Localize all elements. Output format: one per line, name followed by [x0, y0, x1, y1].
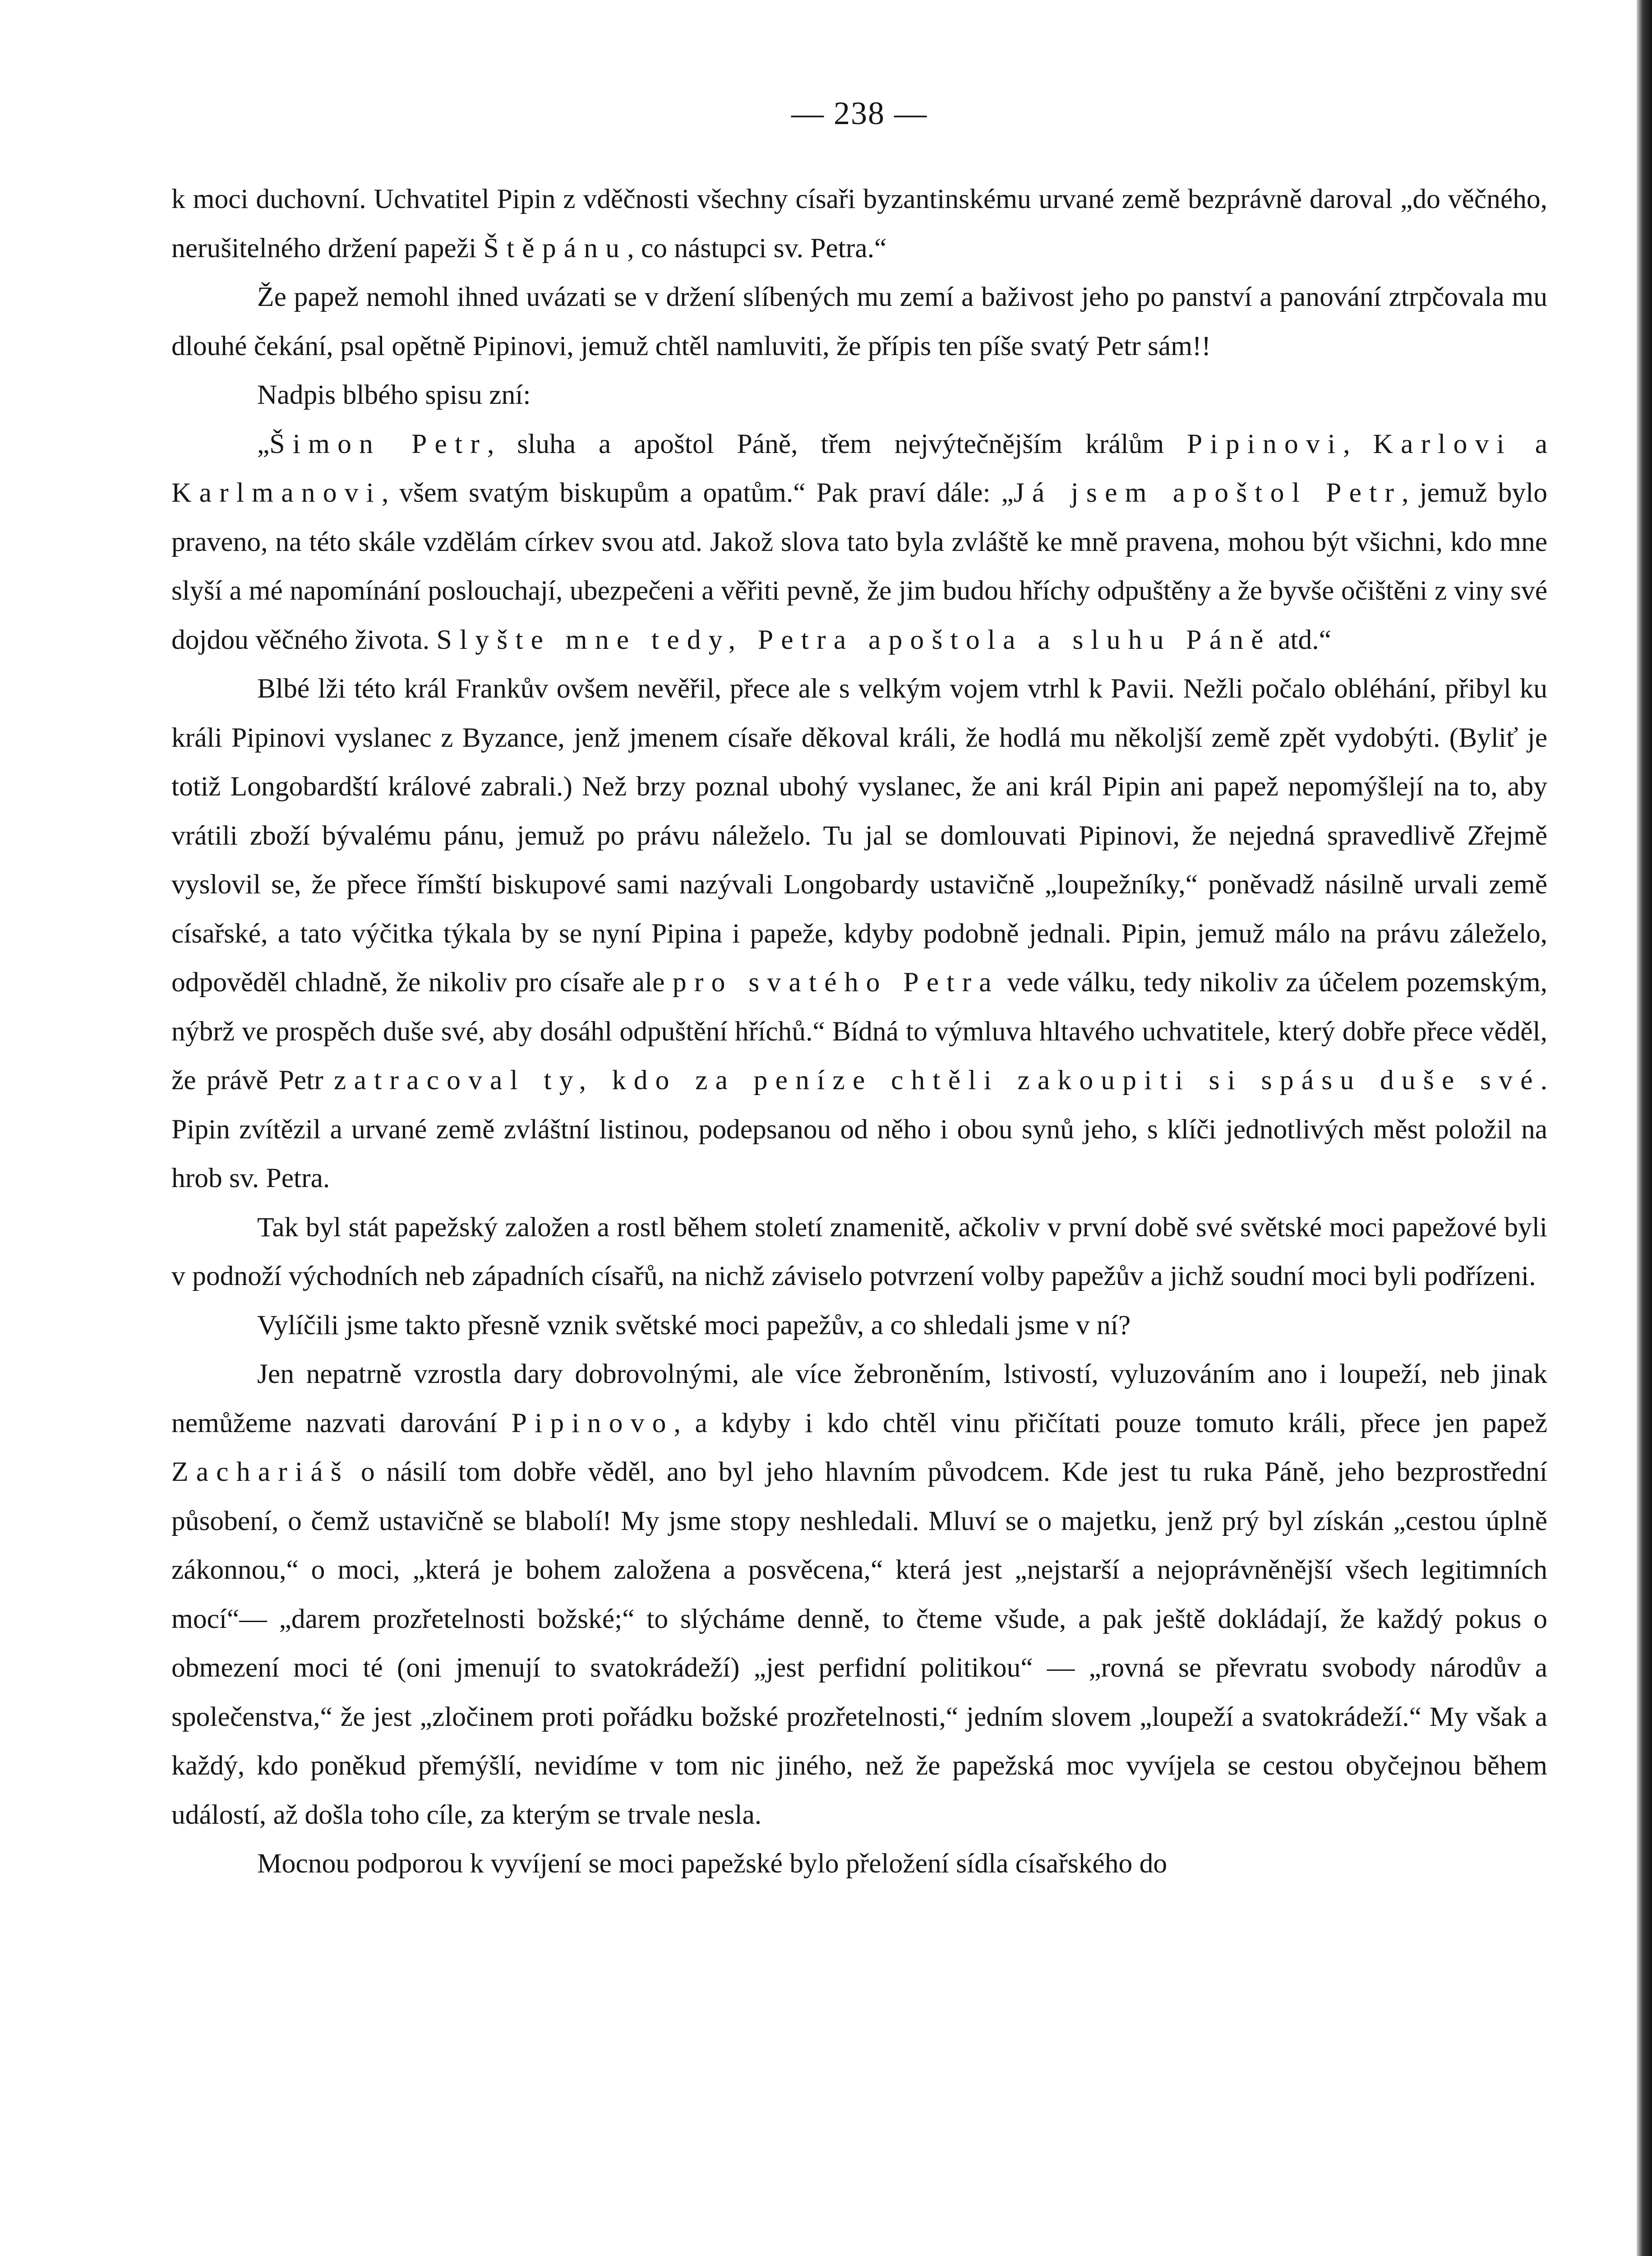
paragraph-9: [171, 1839, 1547, 1888]
page-number: — 238 —: [791, 95, 928, 131]
paragraph-1: [171, 175, 1547, 273]
spaced-emphasis: Šimon Petr: [269, 428, 488, 459]
text-run: ,: [1343, 428, 1373, 459]
text-run: , a kdyby i kdo chtěl vinu přičítati pouze tomuto králi, přece jen papež: [674, 1407, 1547, 1438]
text-run: Že papež nemohl ihned uvázati se v držení slíbených mu zemí a baživost jeho po panství a panování ztrpčovala mu dlouhé čekání, psal opětně Pipinovi, jemuž chtěl namluviti, že přípis ten píše svatý Petr sám!!: [171, 282, 1547, 361]
text-run: Vylíčili jsme takto přesně vznik světské moci papežův, a co shledali jsme v ní?: [257, 1309, 1131, 1341]
text-run: Jen nepatrně vzrostla dary dobrovolnými, ale více žebroněním, lstivostí, vyluzováním ano i loupeží, neb jinak nemůžeme nazvati darování: [171, 1359, 1547, 1438]
spaced-emphasis: Já jsem apoštol Petr: [1013, 477, 1402, 508]
paragraph-5: [171, 664, 1547, 1203]
text-run: Tak byl stát papežský založen a rostl během století znamenitě, ačkoliv v první době své světské moci papežové byli v podnoží východních neb západních císařů, na nichž záviselo potvrzení volby papežův a jichž soudní moci byli podřízeni.: [171, 1211, 1547, 1291]
text-run: Nadpis blbého spisu zní:: [257, 379, 531, 410]
paragraph-4: [171, 420, 1547, 665]
text-run: , jemuž bylo praveno, na této skále vzdělám církev svou atd. Jakož slova tato byla zvláště ke mně pravena, mohou být všichni, kdo mne slyší a mé napomínání poslouchají, ubezpečeni a věřiti pevně, že jim budou hříchy odpuštěny a že byvše očištěni z viny své dojdou věčného života.: [171, 477, 1547, 655]
paragraph-7: [171, 1301, 1547, 1350]
text-run: atd.“: [1271, 624, 1331, 655]
text-run: , sluha a apoštol Páně, třem nejvýtečnějším králům: [487, 428, 1187, 459]
text-run: Mocnou podporou k vyvíjení se moci papežské bylo přeložení sídla císařského do: [257, 1848, 1167, 1879]
text-run: k moci duchovní. Uchvatitel Pipin z vděčnosti všechny císaři byzantinskému urvané země bezprávně daroval „do věčného, nerušitelného držení papeži: [171, 184, 1547, 264]
scan-edge-right: [1637, 0, 1652, 2256]
text-run: o násilí tom dobře věděl, ano byl jeho hlavním původcem. Kde jest tu ruka Páně, jeho bezprostřední působení, o čemž ustavičně se blabolí! My jsme stopy neshledali. Mluví se o majetku, jenž prý byl získán „cestou úplně zákonnou,“ o moci, „která je bohem založena a posvěcena,“ která jest „nejstarší a nejoprávněnější všech legitimních mocí“— „darem prozřetelnosti božské;“ to slýcháme denně, to čteme všude, a pak ještě dokládají, že každý pokus o obmezení moci té (oni jmenují to svatokrádeží) „jest perfidní politikou“ — „rovná se převratu svobody národův a společenstva,“ že jest „zločinem proti pořádku božské prozřetelnosti,“ jedním slovem „loupeží a svatokrádeží.“ My však a každý, kdo poněkud přemýšlí, nevidíme v tom nic jiného, než že papežská moc vyvíjela se cestou obyčejnou během událostí, až došla toho cíle, za kterým se trvale nesla.: [171, 1456, 1547, 1830]
body-text: [171, 175, 1547, 1888]
paragraph-2: [171, 273, 1547, 370]
spaced-emphasis: Pipinovi: [1187, 428, 1343, 459]
spaced-emphasis: Štěpánu: [483, 232, 628, 264]
spaced-emphasis: Zachariáš: [171, 1456, 349, 1487]
text-run: „: [257, 428, 270, 459]
text-run: . Pipin zvítězil a urvané země zvláštní listinou, podepsanou od něho i obou synů jeho, s klíči jednotlivých měst položil na hrob sv. Petra.: [171, 1065, 1547, 1193]
spaced-emphasis: pro svatého Petra: [672, 967, 999, 998]
paragraph-6: [171, 1203, 1547, 1301]
text-run: , co nástupci sv. Petra.“: [627, 232, 887, 264]
spaced-emphasis: Karlovi: [1373, 428, 1512, 459]
paragraph-8: [171, 1350, 1547, 1839]
spaced-emphasis: Slyšte mne tedy, Petra apoštola a sluhu Páně: [436, 624, 1271, 655]
document-page: [171, 97, 1547, 1888]
spaced-emphasis: zatracoval ty, kdo za peníze chtěli zakoupiti si spásu duše své: [334, 1065, 1541, 1096]
paragraph-3: [171, 370, 1547, 420]
text-run: , všem svatým biskupům a opatům.“ Pak praví dále: „: [381, 477, 1014, 508]
text-run: vede válku, tedy nikoliv za účelem pozemským, nýbrž ve prospěch duše své, aby dosáhl odpuštění hříchů.“ Bídná to výmluva hltavého uchvatitele, který dobře přece věděl, že právě Petr: [171, 967, 1547, 1096]
text-run: a: [1512, 428, 1547, 459]
text-run: Blbé lži této král Frankův ovšem nevěřil, přece ale s velkým vojem vtrhl k Pavii. Nežli počalo obléhání, přibyl ku králi Pipinovi vyslanec z Byzance, jenž jmenem císaře děkoval králi, že hodlá mu několjší země zpět vydobýti. (Byliť je totiž Longobardští králové zabrali.) Než brzy poznal ubohý vyslanec, že ani král Pipin ani papež nepomýšlejí na to, aby vrátili zboží bývalému pánu, jemuž po právu náleželo. Tu jal se domlouvati Pipinovi, že nejedná spravedlivě Zřejmě vyslovil se, že přece římští biskupové sami nazývali Longobardy ustavičně „loupežníky,“ poněvadž násilně urvali země císařské, a tato výčitka týkala by se nyní Pipina i papeže, kdyby podobně jednali. Pipin, jemuž málo na právu záleželo, odpověděl chladně, že nikoliv pro císaře ale: [171, 673, 1547, 998]
spaced-emphasis: Karlmanovi: [171, 477, 382, 508]
spaced-emphasis: Pipinovo: [511, 1407, 674, 1438]
